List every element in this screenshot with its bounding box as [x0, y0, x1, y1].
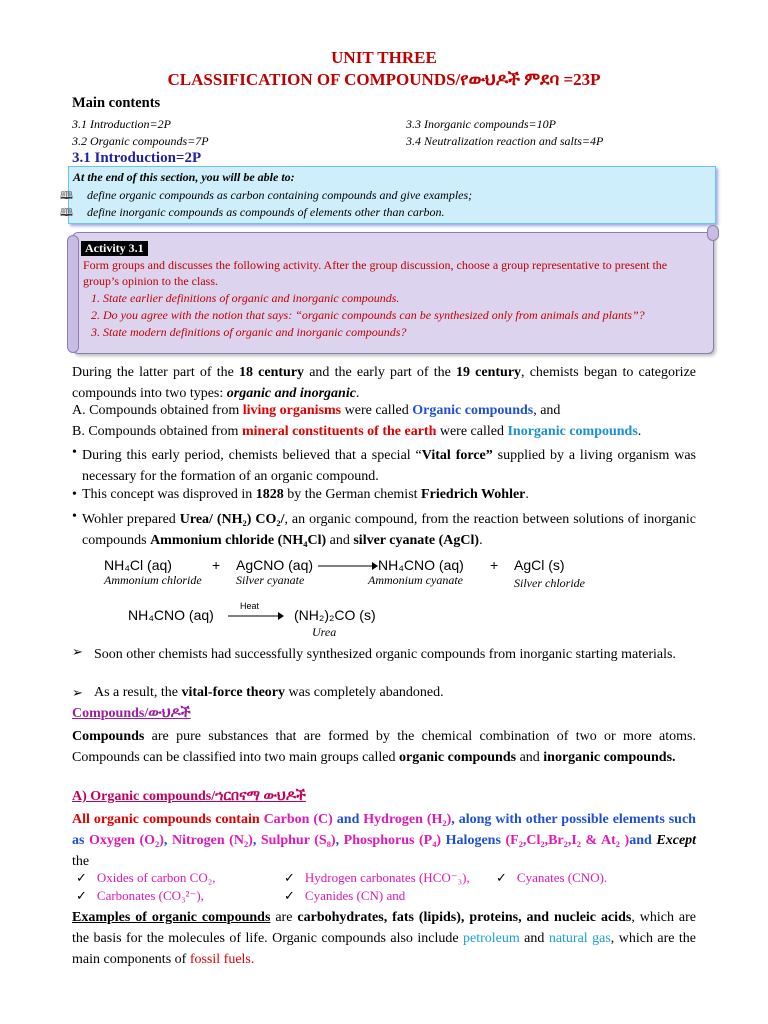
- bullet-disproved: This concept was disproved in 1828 by the German chemist Friedrich Wohler.: [82, 487, 529, 502]
- compounds-heading: Compounds/ውህዶች: [72, 706, 191, 721]
- except-item: ✓ Oxides of carbon CO₂,: [76, 870, 216, 885]
- arrow-item: Soon other chemists had successfully synthesized organic compounds from inorganic starting materials.: [94, 647, 676, 662]
- except-item: ✓ Cyanates (CNO).: [496, 870, 608, 885]
- eq-product: (NH₂)₂CO (s): [294, 607, 376, 623]
- except-item: ✓ Cyanides (CN) and: [284, 888, 406, 903]
- eq-label: Ammonium chloride: [104, 573, 202, 587]
- activity-label: Activity 3.1: [81, 241, 148, 256]
- list-item-b: B. Compounds obtained from mineral constituents of the earth were called Inorganic compounds.: [72, 424, 642, 439]
- main-contents-heading: Main contents: [72, 95, 161, 111]
- arrow-item: As a result, the vital-force theory was completely abandoned.: [94, 685, 444, 700]
- eq-label: Silver cyanate: [236, 573, 305, 587]
- scroll-curl-right: [707, 225, 719, 241]
- except-item: ✓ Hydrogen carbonates (HCO⁻₃),: [284, 870, 470, 885]
- list-item-a: A. Compounds obtained from living organisms were called Organic compounds, and: [72, 403, 561, 418]
- eq-label: Silver chloride: [514, 576, 585, 590]
- bullet-vital-force: During this early period, chemists believed that a special “Vital force” supplied by a living organism was necessary for the formation of an organic compound.: [82, 448, 696, 484]
- activity-item: 2. Do you agree with the notion that says: “organic compounds can be synthesized only from animals and plants”?: [91, 308, 645, 322]
- toc-item: 3.1 Introduction=2P: [72, 117, 171, 131]
- bullet-glyph: •: [72, 445, 77, 460]
- eq-reactant: AgCNO (aq): [236, 557, 314, 573]
- bullet-glyph: •: [72, 509, 77, 524]
- activity-scroll: [72, 232, 714, 354]
- compounds-definition: Compounds are pure substances that are formed by the chemical combination of two or more atoms. Compounds can be classified into two main groups called organic compounds and inorganic compounds.: [72, 729, 696, 765]
- objective-item: define inorganic compounds as compounds of elements other than carbon.: [87, 205, 445, 219]
- activity-text: Form groups and discusses the following activity. After the group discussion, choose a group representative to present the group’s opinion to the class.: [83, 258, 668, 288]
- eq-plus: +: [212, 557, 221, 573]
- eq-plus: +: [490, 557, 499, 573]
- bullet-glyph: •: [72, 487, 77, 502]
- reaction-arrow: [318, 560, 378, 572]
- objective-item: define organic compounds as carbon containing compounds and give examples;: [87, 188, 473, 202]
- toc-item: 3.4 Neutralization reaction and salts=4P: [406, 134, 604, 148]
- activity-item: 3. State modern definitions of organic and inorganic compounds?: [91, 325, 407, 339]
- arrow-bullet-icon: ➢: [72, 685, 83, 700]
- organic-examples: Examples of organic compounds are carbohydrates, fats (lipids), proteins, and nucleic acids, which are the basis for the molecules of life. Organic compounds also include petroleum and natural gas, which are the main components of fossil fuels.: [72, 910, 697, 967]
- eq-condition: Heat: [240, 601, 260, 611]
- intro-paragraph: During the latter part of the 18 century and the early part of the 19 century, chemists began to categorize compounds into two types: organic and inorganic.: [72, 365, 696, 401]
- eq-product: AgCl (s): [514, 557, 565, 573]
- unit-title: UNIT THREE: [331, 48, 437, 67]
- organic-definition: All organic compounds contain Carbon (C) and Hydrogen (H₂), along with other possible elements such as Oxygen (O₂), Nitrogen (N₂), Sulphur (S₈), Phosphorus (P₄) Halogens (F₂,Cl₂,Br₂,I₂ & At₂ )and Except the: [72, 812, 697, 869]
- eq-reactant: NH₄Cl (aq): [104, 557, 172, 573]
- arrow-bullet-icon: ➢: [72, 644, 83, 659]
- organic-heading: A) Organic compounds/ኀርበናማ ውህዶች: [72, 789, 306, 804]
- bullet-wohler: Wohler prepared Urea/ (NH₂) CO₂/, an organic compound, from the reaction between solutions of inorganic compounds Ammonium chloride (NH₄Cl) and silver cyanate (AgCl).: [82, 512, 696, 548]
- toc-item: 3.2 Organic compounds=7P: [72, 134, 209, 148]
- objectives-intro: At the end of this section, you will be able to:: [73, 170, 295, 184]
- eq-reactant: NH₄CNO (aq): [128, 607, 214, 623]
- activity-item: 1. State earlier definitions of organic and inorganic compounds.: [91, 291, 400, 305]
- section-heading: 3.1 Introduction=2P: [72, 150, 202, 166]
- book-icon: 🕮: [60, 190, 73, 202]
- chapter-title: CLASSIFICATION OF COMPOUNDS/የውህዶች ምደባ =23P: [167, 70, 601, 89]
- eq-product: NH₄CNO (aq): [378, 557, 464, 573]
- except-item: ✓ Carbonates (CO₃²⁻),: [76, 888, 204, 903]
- eq-label: Urea: [312, 625, 337, 639]
- toc-item: 3.3 Inorganic compounds=10P: [406, 117, 556, 131]
- reaction-arrow: [228, 610, 284, 622]
- objectives-box: [68, 166, 716, 224]
- scroll-curl-left: [67, 235, 79, 353]
- book-icon: 🕮: [60, 207, 73, 219]
- eq-label: Ammonium cyanate: [368, 573, 463, 587]
